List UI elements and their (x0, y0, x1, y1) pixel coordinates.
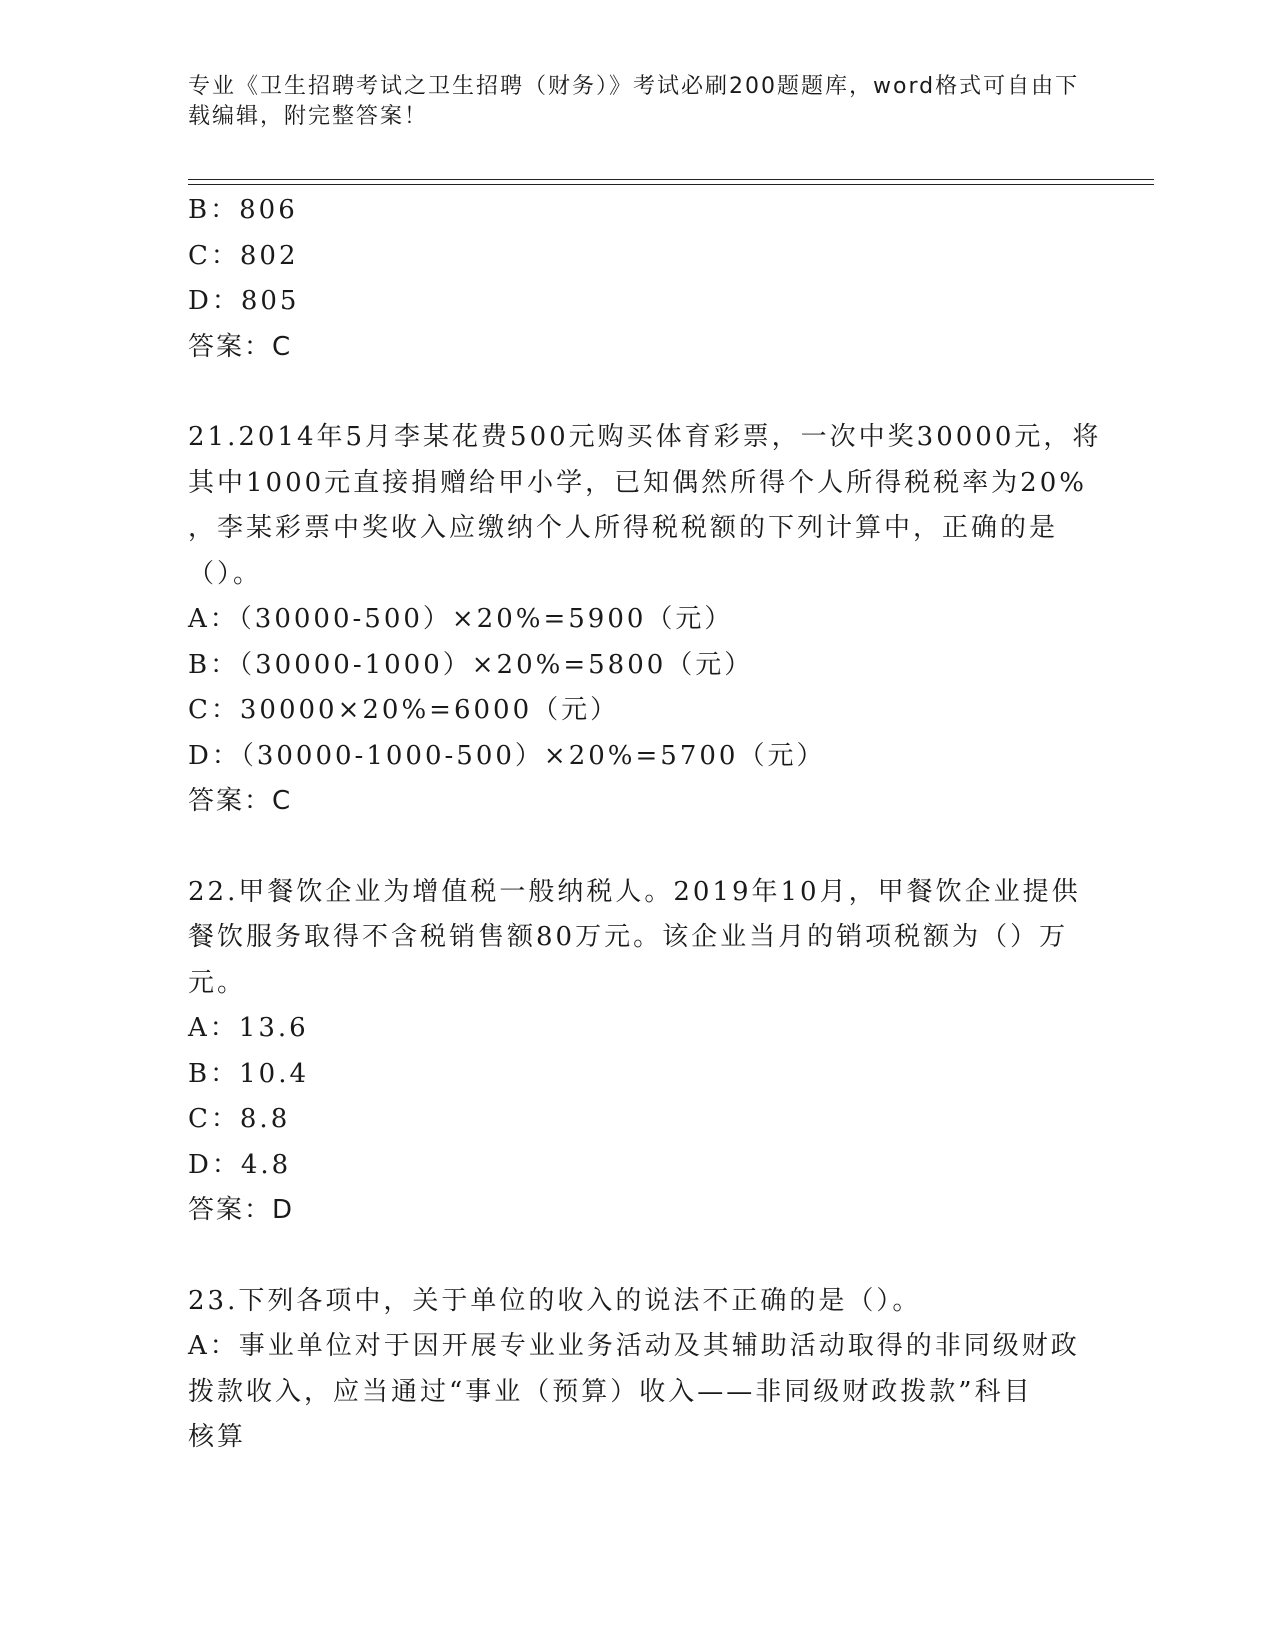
question-21 (188, 415, 1102, 825)
question-stem-line: 23.下列各项中，关于单位的收入的说法不正确的是（）。 (188, 1285, 922, 1316)
option-d: D：4.8 (188, 1149, 292, 1180)
question-content (188, 188, 1102, 1461)
question-stem-line: 22.甲餐饮企业为增值税一般纳税人。2019年10月，甲餐饮企业提供 (188, 876, 1081, 907)
option-c: C：802 (188, 240, 299, 271)
option-a-line: 核算 (188, 1422, 247, 1452)
option-c: C：8.8 (188, 1104, 291, 1134)
document-header (188, 72, 1088, 132)
question-23 (188, 1279, 1078, 1461)
option-d: D：805 (188, 286, 300, 316)
question-stem-line: 21.2014年5月李某花费500元购买体育彩票，一次中奖30000元，将 (188, 422, 1102, 452)
option-a: A：13.6 (188, 1013, 309, 1043)
answer: 答案：D (188, 1195, 295, 1225)
question-stem-line: 其中1000元直接捐赠给甲小学，已知偶然所得个人所得税税率为20% (188, 467, 1087, 498)
answer: 答案：C (188, 786, 293, 816)
spacer (188, 370, 1078, 415)
question-stem-line: （）。 (188, 558, 263, 589)
question-stem-line: 元。 (188, 967, 247, 998)
option-b: B：806 (188, 195, 298, 225)
answer: 答案：C (188, 331, 293, 362)
option-b: B：（30000-1000）×20%=5800（元） (188, 649, 754, 680)
option-d: D：（30000-1000-500）×20%=5700（元） (188, 740, 826, 771)
option-a: A：（30000-500）×20%=5900（元） (188, 604, 734, 634)
question-20-tail (188, 188, 1078, 370)
question-stem-line: 餐饮服务取得不含税销售额80万元。该企业当月的销项税额为（）万 (188, 922, 1069, 952)
spacer (188, 825, 1078, 870)
option-c: C：30000×20%=6000（元） (188, 695, 620, 725)
question-stem-line: ，李某彩票中奖收入应缴纳个人所得税税额的下列计算中，正确的是 (188, 513, 1059, 543)
spacer (188, 1234, 1078, 1279)
option-a-line: 拨款收入，应当通过“事业（预算）收入——非同级财政拨款”科目 (188, 1376, 1033, 1407)
header-rule-bottom (188, 184, 1154, 185)
option-a-line: A：事业单位对于因开展专业业务活动及其辅助活动取得的非同级财政 (188, 1331, 1080, 1361)
header-rule-top (188, 179, 1154, 180)
option-b: B：10.4 (188, 1058, 309, 1089)
question-22 (188, 870, 1081, 1234)
header-text: 专业《卫生招聘考试之卫生招聘（财务）》考试必刷200题题库，word格式可自由下载编辑，附完整答案！ (188, 74, 1080, 129)
